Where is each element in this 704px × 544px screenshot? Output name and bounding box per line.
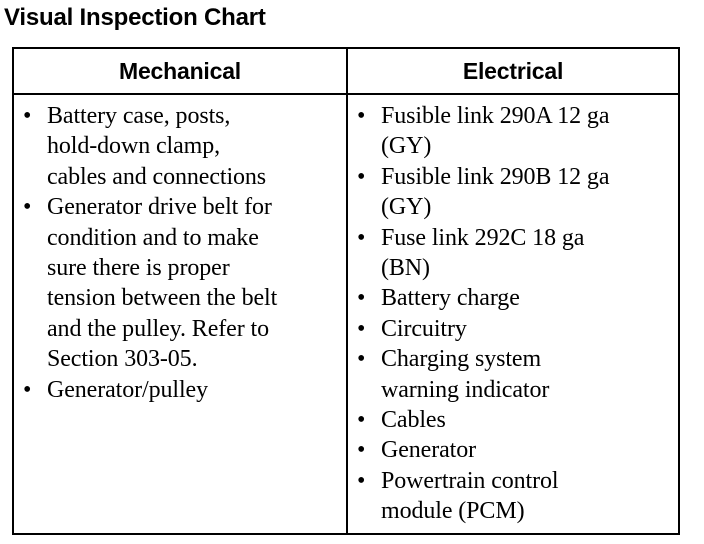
list-item [14,375,346,405]
item-text-line: Charging system [381,346,542,373]
bullet-icon: • [357,315,366,342]
header-row [13,48,679,94]
bullet-icon: • [357,346,366,373]
mechanical-list [14,95,346,405]
list-item [348,162,678,223]
list-item [348,435,678,465]
item-text-line: warning indicator [381,376,550,403]
item-text-line: hold-down clamp, [47,133,221,160]
list-item [348,283,678,313]
mechanical-cell [13,94,347,534]
item-text-line: Battery charge [381,285,520,312]
content-row [13,94,679,534]
bullet-icon: • [357,467,366,494]
item-text-line: Generator/pulley [47,376,208,403]
list-item [348,223,678,284]
electrical-cell [347,94,679,534]
list-item [14,101,346,192]
item-text-line: tension between the belt [47,285,278,312]
bullet-icon: • [357,103,366,129]
item-text-line: Generator [381,437,477,464]
bullet-icon: • [23,103,32,129]
electrical-list [348,95,678,527]
list-item [348,314,678,344]
list-item [348,101,678,162]
bullet-icon: • [357,163,366,190]
list-item [348,405,678,435]
mechanical-header: Mechanical [13,48,347,94]
list-item [348,344,678,405]
item-text-line: Battery case, posts, [47,103,231,129]
bullet-icon: • [23,376,32,403]
item-text-line: condition and to make [47,224,259,251]
item-text-line: module (PCM) [381,498,525,525]
item-text-line: (BN) [381,255,430,282]
item-text-line: (GY) [381,133,432,160]
bullet-icon: • [23,194,32,221]
item-text-line: Circuitry [381,315,467,342]
item-text-line: Generator drive belt for [47,194,272,221]
item-text-line: cables and connections [47,163,267,190]
item-text-line: and the pulley. Refer to [47,315,269,342]
item-text-line: Section 303-05. [47,346,198,373]
electrical-header: Electrical [347,48,679,94]
bullet-icon: • [357,407,366,434]
inspection-table [12,47,680,535]
item-text-line: Powertrain control [381,467,559,494]
bullet-icon: • [357,285,366,312]
item-text-line: Fusible link 290B 12 ga [381,163,610,190]
item-text-line: Cables [381,407,446,434]
chart-title: Visual Inspection Chart [4,4,266,31]
list-item [348,466,678,527]
item-text-line: Fuse link 292C 18 ga [381,224,585,251]
item-text-line: (GY) [381,194,432,221]
bullet-icon: • [357,437,366,464]
list-item [14,192,346,374]
item-text-line: sure there is proper [47,255,230,282]
bullet-icon: • [357,224,366,251]
item-text-line: Fusible link 290A 12 ga [381,103,610,129]
